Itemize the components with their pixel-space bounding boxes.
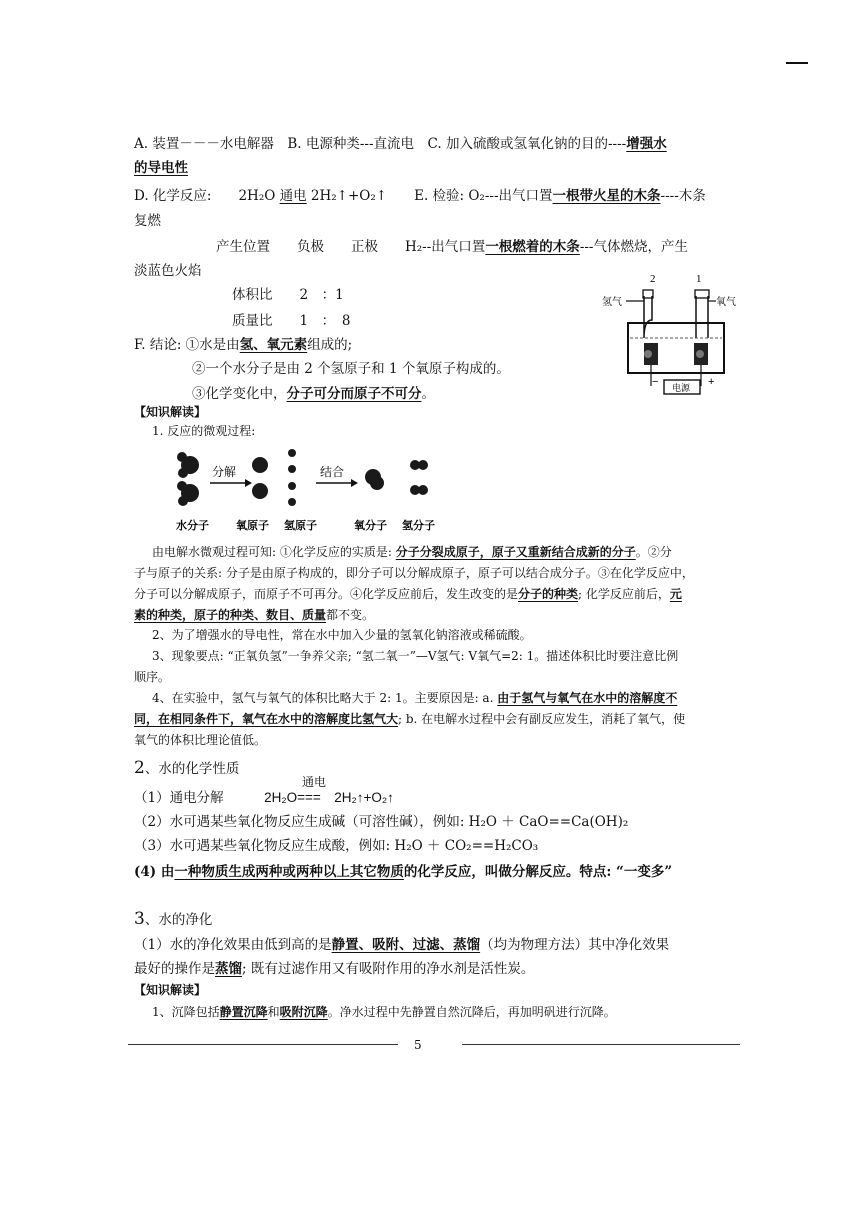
arrow-decompose-label: 分解 <box>212 465 237 479</box>
label-water-molecule: 水分子 <box>176 519 209 532</box>
power-label: 电源 <box>672 384 691 394</box>
line-blue-flame: 淡蓝色火焰 <box>134 263 202 279</box>
para-point-4-cont: 同，在相同条件下，氧气在水中的溶解度比氢气大; b. 在电解水过程中会有副反应发生，消耗了氧气，使 <box>134 712 686 726</box>
label-hydrogen-molecule: 氢分子 <box>402 519 435 532</box>
line-position: 产生位置 负极 正极 H₂--出气口置一根燃着的木条---气体燃烧，产生 <box>216 239 688 255</box>
section2-heading: 2、水的化学性质 <box>134 758 240 778</box>
para-unchanged: 素的种类，原子的种类、数目、质量都不变。 <box>134 608 375 622</box>
label-oxygen-atom: 氧原子 <box>236 519 269 532</box>
footer-rule-left <box>128 1044 398 1045</box>
property-2: （2）水可遇某些氧化物反应生成碱（可溶性碱），例如: H₂O ＋ CaO==Ca(OH)₂ <box>134 814 629 830</box>
property-3: （3）水可遇某些氧化物反应生成酸，例如: H₂O ＋ CO₂==H₂CO₃ <box>134 838 539 854</box>
minus-sign: − <box>652 376 659 388</box>
line-relight: 复燃 <box>134 213 161 229</box>
footer-rule-right <box>462 1044 740 1045</box>
page-number: 5 <box>414 1038 422 1052</box>
oxygen-atoms <box>252 457 268 499</box>
tube-number-left: 2 <box>650 273 656 285</box>
hydrogen-atoms <box>288 449 296 506</box>
water-molecule-group <box>177 452 199 506</box>
line-volume-ratio: 体积比 2 ：1 <box>232 287 344 303</box>
conclusion-1: F. 结论: ①水是由氢、氧元素组成的; <box>134 337 353 353</box>
tube-number-right: 1 <box>696 273 702 285</box>
para-change: 分子可以分解成原子，而原子不可再分。④化学反应前后，发生改变的是分子的种类; 化学反应前后，元 <box>134 587 682 601</box>
plus-sign: + <box>708 376 715 388</box>
line-d-e: D. 化学反应: 2H₂O 通电 2H₂↑+O₂↑ E. 检验: O₂---出气口置一根带火星的木条----木条 <box>134 188 706 204</box>
hydrogen-molecules <box>410 460 428 495</box>
conclusion-2: ②一个水分子是由 2 个氢原子和 1 个氧原子构成的。 <box>192 361 510 377</box>
para-point-4-end: 氧气的体积比理论值低。 <box>134 733 267 747</box>
knowledge-heading-2: 【知识解读】 <box>134 983 207 997</box>
label-hydrogen-atom: 氢原子 <box>284 519 317 532</box>
conclusion-3: ③化学变化中，分子可分而原子不可分。 <box>192 386 435 402</box>
sedimentation-point: 1、沉降包括静置沉降和吸附沉降。净水过程中先静置自然沉降后，再加明矾进行沉降。 <box>152 1005 616 1019</box>
line-mass-ratio: 质量比 1 ： 8 <box>232 313 351 329</box>
electrolysis-apparatus-figure <box>600 268 745 403</box>
line-a-b-c: A. 装置－－－水电解器 B. 电源种类---直流电 C. 加入硫酸或氢氧化钠的目的----增强水 <box>134 136 667 152</box>
arrow-combine-label: 结合 <box>320 465 345 479</box>
purification-2: 最好的操作是蒸馏; 既有过滤作用又有吸附作用的净水剂是活性炭。 <box>134 961 535 977</box>
oxygen-label: 氧气 <box>716 297 736 308</box>
micro-process-diagram <box>170 443 460 538</box>
label-oxygen-molecule: 氧分子 <box>354 519 387 532</box>
corner-mark <box>786 62 808 64</box>
property-1: （1）通电分解 2H₂O=== 2H₂↑+O₂↑ <box>134 790 394 806</box>
para-point-3-cont: 顺序。 <box>134 670 171 684</box>
property-4: (4) 由一种物质生成两种或两种以上其它物质的化学反应，叫做分解反应。特点: “一变多” <box>134 864 673 880</box>
para-point-3: 3、现象要点: “正氧负氢”一争养父亲; “氢二氧一”—V氢气: V氧气=2: 1。描述体积比时要注意比例 <box>152 649 679 663</box>
para-point-4: 4、在实验中，氢气与氧气的体积比略大于 2: 1。主要原因是: a. 由于氢气与氧气在水中的溶解度不 <box>152 691 678 705</box>
para-relation: 子与原子的关系: 分子是由原子构成的，即分子可以分解成原子，原子可以结合成分子。③在化学反应中， <box>134 566 694 580</box>
electrolysis-condition: 通电 <box>302 775 327 789</box>
section3-heading: 3、水的净化 <box>134 909 213 929</box>
para-essence: 由电解水微观过程可知: ①化学反应的实质是: 分子分裂成原子，原子又重新结合成新的分子。②分 <box>152 545 672 559</box>
oxygen-molecule <box>365 469 384 490</box>
para-point-2: 2、为了增强水的导电性，常在水中加入少量的氢氧化钠溶液或稀硫酸。 <box>152 628 532 642</box>
purification-1: （1）水的净化效果由低到高的是静置、吸附、过滤、蒸馏（均为物理方法）其中净化效果 <box>134 937 670 953</box>
knowledge-heading-1: 【知识解读】 <box>134 405 207 419</box>
micro-process-title: 1. 反应的微观过程: <box>152 424 256 438</box>
hydrogen-label: 氢气 <box>602 297 622 308</box>
line-conductivity: 的导电性 <box>134 160 188 176</box>
